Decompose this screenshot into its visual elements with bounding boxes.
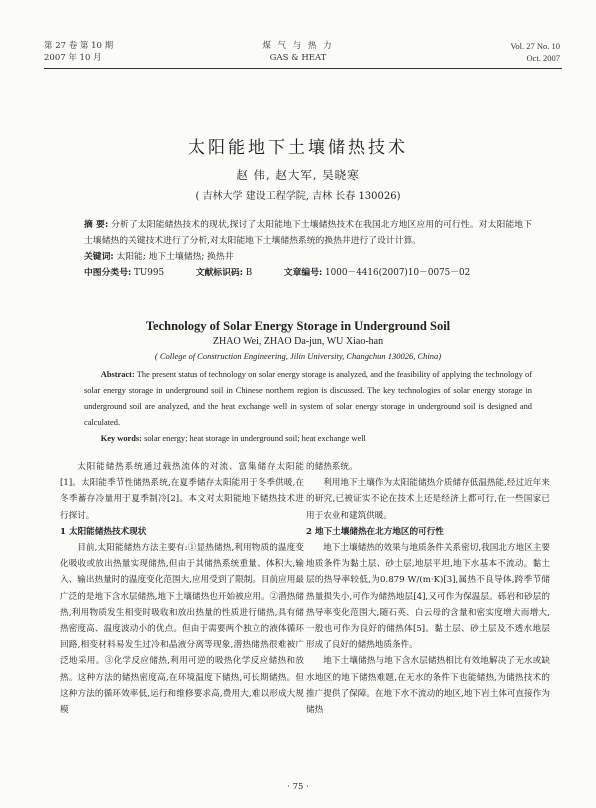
paper-title-cn: 太阳能地下土壤储热技术 <box>188 138 408 158</box>
affiliation-en: ( College of Construction Engineering, Jilin University, Changchun 130026, China) <box>154 351 442 361</box>
section-heading-1: 1 太阳能储热技术现状 <box>60 526 147 537</box>
issue-date: 2007 年 10 月 <box>44 53 102 63</box>
abstract-cn-text: 分析了太阳能储热技术的现状,探讨了太阳能地下土壤储热技术在我国北方地区应用的可行性。对太阳能地下土壤储热的关键技术进行了分析,对太阳能地下土壤储热系统的换热井进行了设计计算。 <box>84 220 532 246</box>
paper-title-en: Technology of Solar Energy Storage in Underground Soil <box>145 319 451 333</box>
page-number: · 75 · <box>287 782 309 792</box>
abstract-en-text: The present status of technology on solar energy storage is analyzed, and the feasibility of applying the technology of solar energy storage in underground soil in Chinese northern region is discussed. The key technologies of solar energy storage in underground soil are analyzed, and the heat exchange well in system of solar energy storage in underground soil is designed and calculated. <box>84 370 532 427</box>
keywords-en <box>84 431 532 447</box>
volume-issue-en: Vol. 27 No. 10 <box>510 41 560 51</box>
article-number-value: 1000－4416(2007)10－0075－02 <box>325 268 471 278</box>
volume-issue: 第 27 卷 第 10 期 <box>44 41 114 51</box>
journal-name-header <box>0 40 596 64</box>
body-paragraph: 地下土壤储热的效果与地质条件关系密切,我国北方地区主要地质条件为黏土层、砂土层,地层平坦,地下水基本不流动。黏土层的热导率较低,为0.879 W/(m·K)[3],属热不良导体,跨季节储热量损失小,可作为储热地层[4],又可作为保温层。砾岩和砂层的热导率变化范围大,随石英、白云母的含量和密实度增大而增大,一般也可作为良好的储热体[5]。黏土层、砂土层及不透水地层形成了良好的储热地质条件。 <box>306 543 550 651</box>
keywords-cn-text: 太阳能; 地下土壤储热; 换热井 <box>116 252 234 262</box>
clc-value: TU995 <box>134 268 165 278</box>
abstract-cn <box>84 217 532 281</box>
journal-name-en: GAS & HEAT <box>269 53 327 63</box>
issue-date-en: Oct. 2007 <box>526 53 560 63</box>
doc-code-value: B <box>245 268 253 278</box>
doc-code-label: 文献标识码: <box>195 268 243 278</box>
keywords-en-text: solar energy; heat storage in underground soil; heat exchange well <box>144 434 366 443</box>
header-rule <box>44 68 562 69</box>
abstract-en-label: Abstract: <box>100 370 135 379</box>
body-left-column <box>60 459 304 718</box>
keywords-en-label: Key words: <box>100 434 142 443</box>
body-paragraph: 目前,太阳能储热方法主要有:①显热储热,利用物质的温度变化吸收或放出热量实现储热,但由于其储热系统重量、体积大,输入、输出热量时的温度变化范围大,应用受到了限制。目前应用最广泛的是地下含水层储热,地下土壤储热也开始被应用。②潜热储热,利用物质发生相变时吸收和放出热量的性质进行储热,具有储热密度高、温度波动小的优点。但由于需要两个独立的液体循环回路,相变材料易发生过冷和晶液分离等现象,潜热储热很难被广泛地采用。③化学反应储热,利用可逆的吸热化学反应储热和放热。这种方法的储热密度高,在环境温度下储热,可长期储热。但这种方法的循环效率低,运行和维修要求高,费用大,难以形成大规模 <box>60 543 304 716</box>
journal-name-cn: 煤 气 与 热 力 <box>262 41 334 51</box>
authors-en: ZHAO Wei, ZHAO Da-jun, WU Xiao-han <box>212 336 384 347</box>
keywords-cn-label: 关键词: <box>84 252 114 262</box>
clc-label: 中图分类号: <box>84 268 132 278</box>
abstract-en <box>84 367 532 447</box>
body-paragraph: 太阳能储热系统通过载热流体的对流、富集储存太阳能[1]。太阳能季节性储热系统,在夏季储存太阳能用于冬季供暖,在冬季蓄存冷量用于夏季制冷[2]。本文对太阳能地下储热技术进行探讨。 <box>60 462 304 521</box>
journal-volume-header-en <box>510 40 560 64</box>
body-paragraph: 利用地下土壤作为太阳能储热介质储存低温热能,经过近年来的研究,已被证实不论在技术上还是经济上都可行,在一些国家已用于农业和建筑供暖。 <box>306 478 550 521</box>
section-heading-2: 2 地下土壤储热在北方地区的可行性 <box>306 526 444 537</box>
keywords-cn <box>84 249 532 265</box>
classification-row <box>84 265 532 281</box>
body-paragraph: 的储热系统。 <box>306 462 358 472</box>
article-number-label: 文章编号: <box>283 268 323 278</box>
affiliation-cn: ( 吉林大学 建设工程学院, 吉林 长春 130026) <box>195 191 401 202</box>
body-paragraph: 地下土壤储热与地下含水层储热相比有效地解决了无水或缺水地区的地下储热难题,在无水的条件下也能储热,为储热技术的推广提供了保障。在地下水不流动的地区,地下岩土体可直接作为储热 <box>306 656 550 716</box>
authors-cn: 赵 伟, 赵大军, 吴晓寒 <box>236 168 360 182</box>
body-right-column <box>306 459 550 718</box>
abstract-cn-label: 摘 要: <box>84 220 109 230</box>
